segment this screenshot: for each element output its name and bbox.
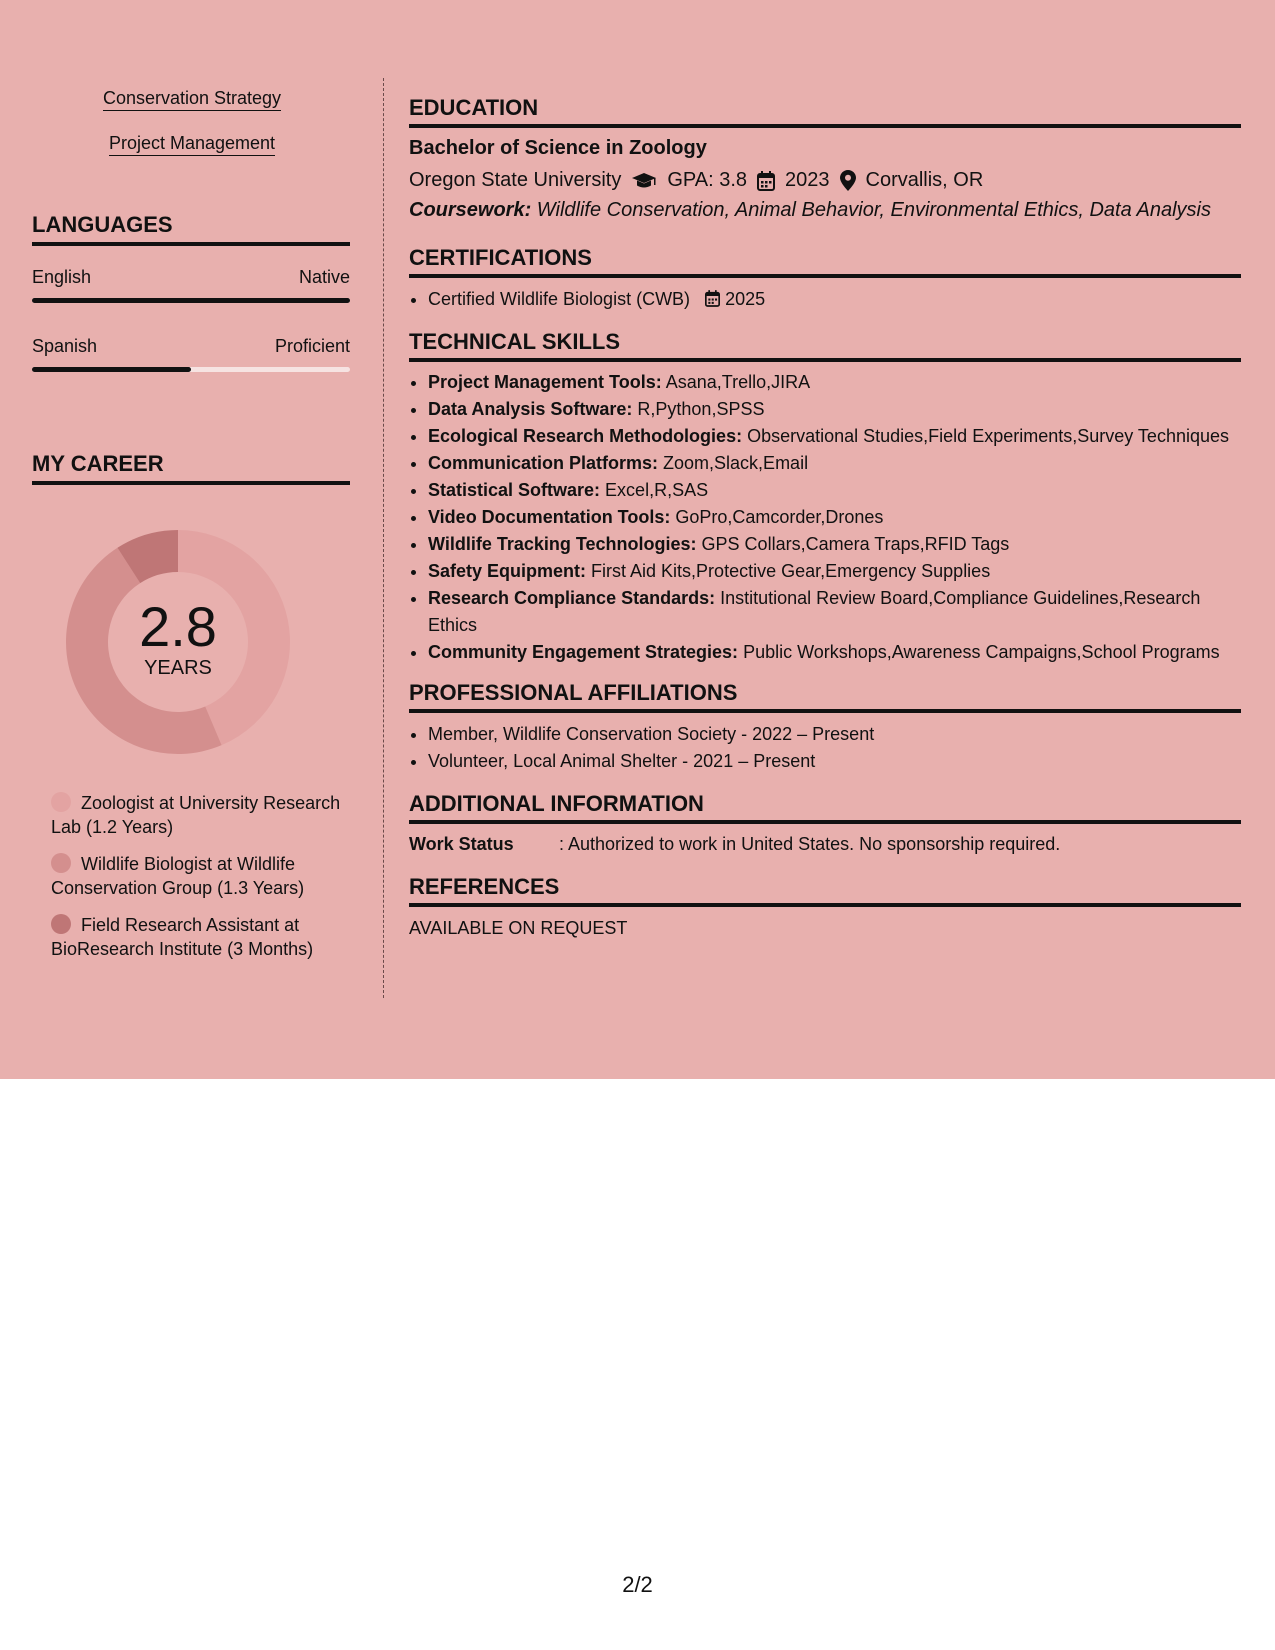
technical-skills-list [409, 369, 1241, 666]
skill-values: GoPro,Camcorder,Drones [670, 507, 884, 527]
career-donut-center [66, 530, 290, 754]
certifications-list [409, 286, 1241, 315]
skill-item [428, 639, 1241, 666]
location-pin-icon [840, 170, 856, 191]
language-name: English [32, 267, 92, 287]
career-legend-label: Zoologist at University Research Lab (1.2 Years) [51, 793, 341, 837]
career-legend-label: Wildlife Biologist at Wildlife Conservation Group (1.3 Years) [51, 854, 305, 898]
certification-item [428, 286, 1241, 315]
gpa: GPA: 3.8 [667, 169, 747, 191]
language-row [32, 267, 350, 288]
affiliation-item: • Volunteer, Local Animal Shelter - 2021 – Present [428, 748, 1241, 775]
career-total: 2.8 [139, 594, 217, 658]
education-title: EDUCATION [409, 95, 1241, 128]
references-title: REFERENCES [409, 874, 1241, 907]
language-bar-fill [32, 367, 191, 372]
work-status-label: Work Status [409, 834, 514, 854]
career-donut [66, 530, 290, 754]
certifications-title: CERTIFICATIONS [409, 245, 1241, 278]
legend-dot [51, 792, 71, 812]
skill-item [428, 585, 1241, 639]
degree: Bachelor of Science in Zoology [409, 137, 707, 159]
graduation-year: 2023 [785, 169, 830, 191]
skill-item [32, 133, 352, 154]
language-bar-fill [32, 298, 350, 303]
legend-dot [51, 853, 71, 873]
skill-category: Research Compliance Standards: [428, 588, 716, 608]
skill-category: Ecological Research Methodologies: [428, 426, 743, 446]
technical-skills-title: TECHNICAL SKILLS [409, 329, 1241, 362]
skill-item [428, 396, 1241, 423]
affiliations-title: PROFESSIONAL AFFILIATIONS [409, 680, 1241, 713]
skill-values: Asana,Trello,JIRA [661, 372, 811, 392]
calendar-icon [757, 171, 775, 191]
certification-year: 2025 [725, 289, 766, 309]
career-title: MY CAREER [32, 451, 350, 485]
skill-category: Project Management Tools: [428, 372, 662, 392]
languages-title: LANGUAGES [32, 212, 350, 246]
skill-item [428, 477, 1241, 504]
certification-name: Certified Wildlife Biologist (CWB) [428, 289, 691, 309]
skill-label: Conservation Strategy [103, 88, 281, 111]
language-bar [32, 298, 350, 303]
language-level: Proficient [274, 336, 350, 356]
education-details [409, 169, 983, 192]
skill-label: Project Management [109, 133, 275, 156]
skill-values: First Aid Kits,Protective Gear,Emergency Supplies [586, 561, 991, 581]
skill-item [428, 531, 1241, 558]
skill-category: Safety Equipment: [428, 561, 587, 581]
additional-info-title: ADDITIONAL INFORMATION [409, 791, 1241, 824]
skill-category: Data Analysis Software: [428, 399, 633, 419]
language-row [32, 336, 350, 357]
skill-item [428, 504, 1241, 531]
career-legend-item [51, 852, 351, 900]
skill-category: Wildlife Tracking Technologies: [428, 534, 697, 554]
language-name: Spanish [32, 336, 98, 356]
references-text: AVAILABLE ON REQUEST [409, 918, 628, 938]
skill-item [428, 423, 1241, 450]
affiliations-list [409, 721, 1241, 775]
skill-category: Statistical Software: [428, 480, 601, 500]
graduation-cap-icon [631, 172, 657, 190]
legend-dot [51, 914, 71, 934]
career-legend-label: Field Research Assistant at BioResearch Institute (3 Months) [51, 915, 314, 959]
skill-values: Zoom,Slack,Email [658, 453, 809, 473]
skill-category: Community Engagement Strategies: [428, 642, 739, 662]
skill-category: Communication Platforms: [428, 453, 659, 473]
calendar-icon [705, 288, 720, 315]
career-legend-item [51, 913, 351, 961]
column-divider [383, 78, 384, 998]
affiliation-item: • Member, Wildlife Conservation Society - 2022 – Present [428, 721, 1241, 748]
skill-item [428, 450, 1241, 477]
skill-values: R,Python,SPSS [632, 399, 765, 419]
skill-item [428, 558, 1241, 585]
skill-values: Excel,R,SAS [600, 480, 709, 500]
language-level: Native [298, 267, 350, 287]
skill-item [32, 88, 352, 109]
school-name: Oregon State University [409, 169, 622, 191]
coursework [409, 199, 1241, 222]
skill-values: Institutional Review Board,Compliance Guidelines,Research Ethics [428, 588, 1201, 635]
work-status [409, 834, 1060, 855]
skill-values: Observational Studies,Field Experiments,Survey Techniques [742, 426, 1229, 446]
education-location: Corvallis, OR [865, 169, 984, 191]
career-unit: YEARS [144, 656, 212, 679]
skill-values: Public Workshops,Awareness Campaigns,School Programs [738, 642, 1220, 662]
page-number: 2/2 [622, 1572, 653, 1597]
skill-category: Video Documentation Tools: [428, 507, 671, 527]
coursework-list: Wildlife Conservation, Animal Behavior, Environmental Ethics, Data Analysis [531, 199, 1211, 221]
career-legend-item [51, 791, 351, 839]
coursework-label: Coursework: [409, 199, 532, 221]
language-bar [32, 367, 350, 372]
skill-item [428, 369, 1241, 396]
work-status-value: : Authorized to work in United States. No sponsorship required. [559, 834, 1061, 854]
skill-values: GPS Collars,Camera Traps,RFID Tags [696, 534, 1010, 554]
